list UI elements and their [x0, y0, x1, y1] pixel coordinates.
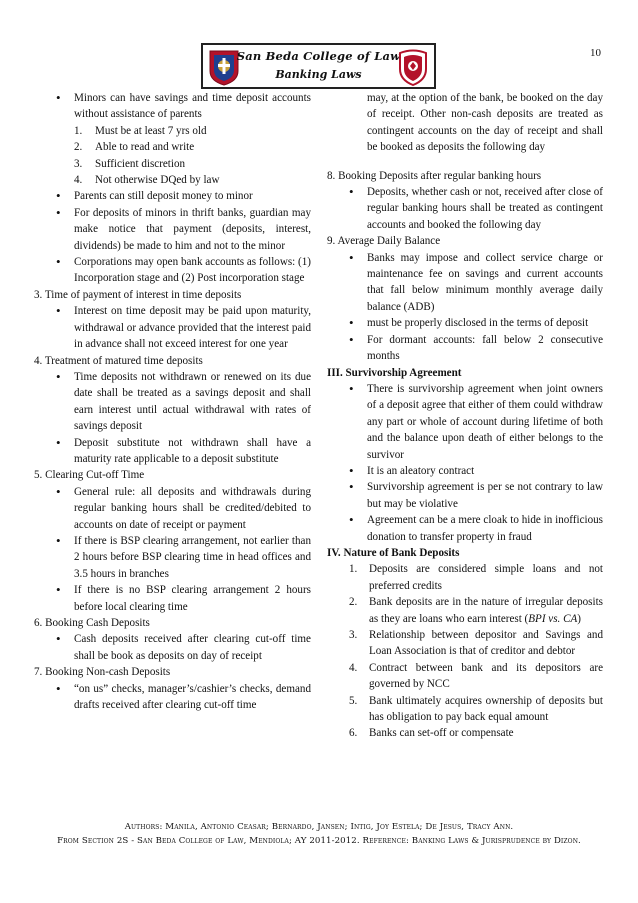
- section-3-bullets: [34, 303, 311, 352]
- page-header: [201, 43, 436, 89]
- section-5-bullets: [34, 484, 311, 615]
- left-column: [34, 90, 311, 713]
- list-item: • Deposits, whether cash or not, received after close of regular banking hours shall be treated as contingent accounts and booked the following day: [327, 184, 603, 233]
- list-item: • Agreement can be a mere cloak to hide in inofficious donation to transfer property in fraud: [327, 512, 603, 545]
- minor-bullets: [34, 90, 311, 287]
- list-item: 4. Contract between bank and its depositors are governed by NCC: [349, 661, 603, 691]
- header-subtitle: Banking Laws: [275, 68, 362, 81]
- list-item: • Banks may impose and collect service charge or maintenance fee on savings and current accounts that fall below minimum monthly average daily balance (ADB): [327, 250, 603, 316]
- list-item: • For dormant accounts: fall below 2 consecutive months: [327, 332, 603, 365]
- list-item: • It is an aleatory contract: [327, 463, 603, 479]
- list-item: • must be properly disclosed in the terms of deposit: [327, 315, 603, 331]
- list-item: • Parents can still deposit money to minor: [34, 188, 311, 204]
- section-heading: IV. Nature of Bank Deposits: [327, 546, 460, 559]
- list-item: • General rule: all deposits and withdrawals during regular banking hours shall be credited/debited to accounts on date of receipt or payment: [34, 484, 311, 533]
- section-9-bullets: [327, 250, 603, 365]
- list-item: • Minors can have savings and time deposit accounts without assistance of parents 1. Must be at least 7 yrs old 2. Able to read and write 3. Sufficient discretion 4. Not otherwise DQed by law: [34, 90, 311, 188]
- section-7-bullets: [34, 681, 311, 714]
- list-item: • Corporations may open bank accounts as follows: (1) Incorporation stage and (2) Post incorporation stage: [34, 254, 311, 287]
- page-number: 10: [590, 47, 601, 59]
- list-item: • Survivorship agreement is per se not contrary to law but may be violative: [327, 479, 603, 512]
- section-heading: 4. Treatment of matured time deposits: [34, 354, 203, 367]
- section-heading: III. Survivorship Agreement: [327, 366, 462, 379]
- list-item: 3. Relationship between depositor and Savings and Loan Association is that of creditor and debtor: [349, 629, 603, 658]
- section-heading: 8. Booking Deposits after regular banking hours: [327, 169, 542, 182]
- list-item: • Cash deposits received after clearing cut-off time shall be book as deposits on day of receipt: [34, 631, 311, 664]
- list-item: 3. Sufficient discretion: [74, 157, 186, 170]
- law-shield-icon: [396, 47, 430, 87]
- list-item: 5. Bank ultimately acquires ownership of deposits but has obligation to pay back equal amount: [349, 694, 603, 724]
- list-item: • “on us” checks, manager’s/cashier’s checks, demand drafts received after clearing cut-off time: [34, 681, 311, 714]
- section-heading: 3. Time of payment of interest in time deposits: [34, 288, 242, 301]
- minor-conditions-list: [34, 123, 311, 189]
- list-item: • If there is BSP clearing arrangement, not earlier than 2 hours before BSP clearing time in head offices and 3.5 hours in branches: [34, 533, 311, 582]
- section-4-bullets: [34, 369, 311, 467]
- list-item: • Interest on time deposit may be paid upon maturity, withdrawal or advance provided that the interest paid in advance shall not exceed interest for one year: [34, 303, 311, 352]
- list-item: 1. Must be at least 7 yrs old: [74, 124, 207, 137]
- list-item: • Time deposits not withdrawn or renewed on its due date shall be treated as a savings deposit and shall earn interest until actual withdrawal with rates of savings deposit: [34, 369, 311, 435]
- list-item: 2. Bank deposits are in the nature of irregular deposits as they are loans who earn interest (BPI vs. CA): [349, 596, 603, 625]
- list-item: • Deposit substitute not withdrawn shall have a maturity rate applicable to a deposit substitute: [34, 435, 311, 468]
- list-item: 2. Able to read and write: [74, 141, 195, 154]
- list-item: • For deposits of minors in thrift banks, guardian may make notice that payment (deposits, interest, dividends) be made to him and not to the minor: [34, 205, 311, 254]
- list-item: 6. Banks can set-off or compensate: [349, 727, 514, 740]
- list-item: • There is survivorship agreement when joint owners of a deposit agree that either of them could withdraw any part or whole of account during lifetime of both and the balance upon death of either belongs to the survivor: [327, 381, 603, 463]
- section-heading: 5. Clearing Cut-off Time: [34, 469, 145, 482]
- footer-authors: Authors: Manila, Antonio Ceasar; Bernardo, Jansen; Intig, Joy Estela; De Jesus, Tracy Ann.: [124, 822, 514, 832]
- section-8-bullets: [327, 184, 603, 233]
- right-column: [327, 90, 603, 742]
- section-heading: 9. Average Daily Balance: [327, 235, 441, 248]
- section-IV-list: [327, 561, 603, 741]
- list-item: 4. Not otherwise DQed by law: [74, 174, 220, 187]
- section-heading: 7. Booking Non-cash Deposits: [34, 666, 171, 679]
- section-6-bullets: [34, 631, 311, 664]
- list-item: 1. Deposits are considered simple loans and not preferred credits: [349, 563, 603, 592]
- continuation-text: may, at the option of the bank, be booked on the day of receipt. Other non-cash deposits are treated as contingent accounts on the day of receipt and shall be booked as deposits the following day: [367, 92, 603, 154]
- footer-reference: From Section 2S - San Beda College of Law, Mendiola; AY 2011-2012. Reference: Banking Laws & Jurisprudence by Dizon.: [57, 836, 581, 846]
- section-heading: 6. Booking Cash Deposits: [34, 617, 150, 629]
- list-item: • If there is no BSP clearing arrangement 2 hours before local clearing time: [34, 582, 311, 615]
- section-III-bullets: [327, 381, 603, 545]
- header-title: San Beda College of Law: [236, 49, 401, 63]
